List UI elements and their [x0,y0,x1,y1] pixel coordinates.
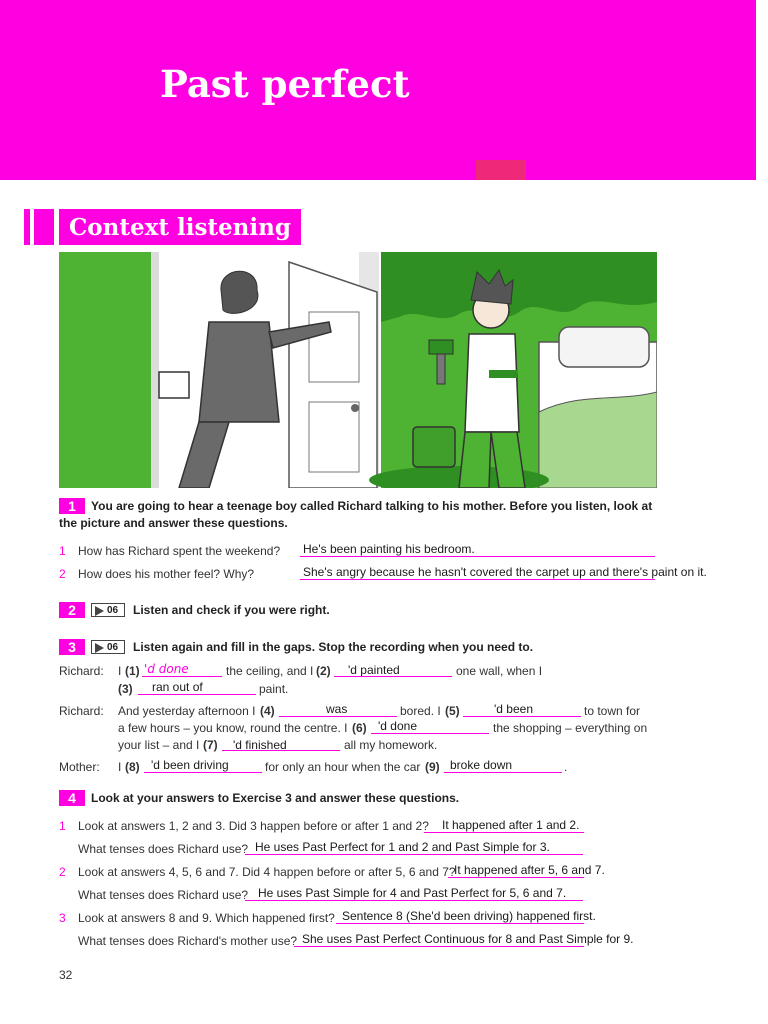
ex4-q1-question-2: What tenses does Richard use? [78,842,249,856]
ex1-q2-number: 2 [59,567,66,581]
exercise-3-instruction: 3 06 Listen again and fill in the gaps. Stop the recording when you need to. [59,639,659,656]
speaker-mother: Mother: [59,760,100,774]
section-title: Context listening [59,209,301,245]
gap-6-answer[interactable]: 'd done [378,719,417,733]
ex4-q1-answer[interactable]: It happened after 1 and 2. [442,818,580,832]
ex1-q1-question: How has Richard spent the weekend? [78,544,281,558]
gap-4-answer[interactable]: was [326,702,348,716]
ex1-q1-answer[interactable]: He's been painting his bedroom. [303,542,475,556]
exercise-2-instruction: 2 06 Listen and check if you were right. [59,602,659,619]
audio-track-icon[interactable]: 06 [91,640,125,654]
gap-7-answer[interactable]: 'd finished [233,738,287,752]
speaker-richard: Richard: [59,664,104,678]
ex1-q2-question: How does his mother feel? Why? [78,567,255,581]
ex4-q1-answer-2[interactable]: He uses Past Perfect for 1 and 2 and Past Simple for 3. [255,840,550,854]
ex4-q3-answer-2[interactable]: She uses Past Perfect Continuous for 8 and Past Simple for 9. [302,932,634,946]
gap-9-answer[interactable]: broke down [450,758,513,772]
ex4-q1-question: Look at answers 1, 2 and 3. Did 3 happen before or after 1 and 2? [78,819,429,833]
ex1-q2-answer-line [300,579,655,580]
ex1-q1-answer-line [300,556,655,557]
gap-5-answer[interactable]: 'd been [494,702,533,716]
ex4-q1-number: 1 [59,819,66,833]
ex4-q2-answer[interactable]: It happened after 5, 6 and 7. [454,863,605,877]
audio-track-icon[interactable]: 06 [91,603,125,617]
ex4-q2-answer-2[interactable]: He uses Past Simple for 4 and Past Perfect for 5, 6 and 7. [258,886,567,900]
gap-1-answer[interactable]: 'd done [144,662,189,676]
speaker-richard: Richard: [59,704,104,718]
page-number: 32 [59,968,73,982]
gap-2-answer[interactable]: 'd painted [348,663,400,677]
ex4-q2-number: 2 [59,865,66,879]
exercise-2-number: 2 [59,602,85,618]
ex4-q2-question-2: What tenses does Richard use? [78,888,249,902]
ex4-q3-answer[interactable]: Sentence 8 (She'd been driving) happened first. [342,909,596,923]
exercise-1-instruction: 1 You are going to hear a teenage boy called Richard talking to his mother. Before you listen, look at the picture and answer these questions. [59,498,653,530]
ex1-q1-number: 1 [59,544,66,558]
header-tab-accent [476,160,526,180]
ex4-q3-number: 3 [59,911,66,925]
exercise-3-number: 3 [59,639,85,655]
exercise-1-number: 1 [59,498,85,514]
illustration-scene [59,252,657,488]
illustration [59,252,657,488]
ex1-q2-answer[interactable]: She's angry because he hasn't covered the carpet up and there's paint on it. [303,565,707,579]
gap-3-answer[interactable]: ran out of [152,680,203,694]
ex4-q3-question-2: What tenses does Richard's mother use? [78,934,298,948]
page-title: Past perfect [160,62,410,106]
gap-8-answer[interactable]: 'd been driving [151,758,229,772]
ex4-q2-question: Look at answers 4, 5, 6 and 7. Did 4 happen before or after 5, 6 and 7? [78,865,456,879]
exercise-4-number: 4 [59,790,85,806]
ex4-q3-question: Look at answers 8 and 9. Which happened first? [78,911,335,925]
exercise-4-instruction: 4 Look at your answers to Exercise 3 and answer these questions. [59,790,659,807]
